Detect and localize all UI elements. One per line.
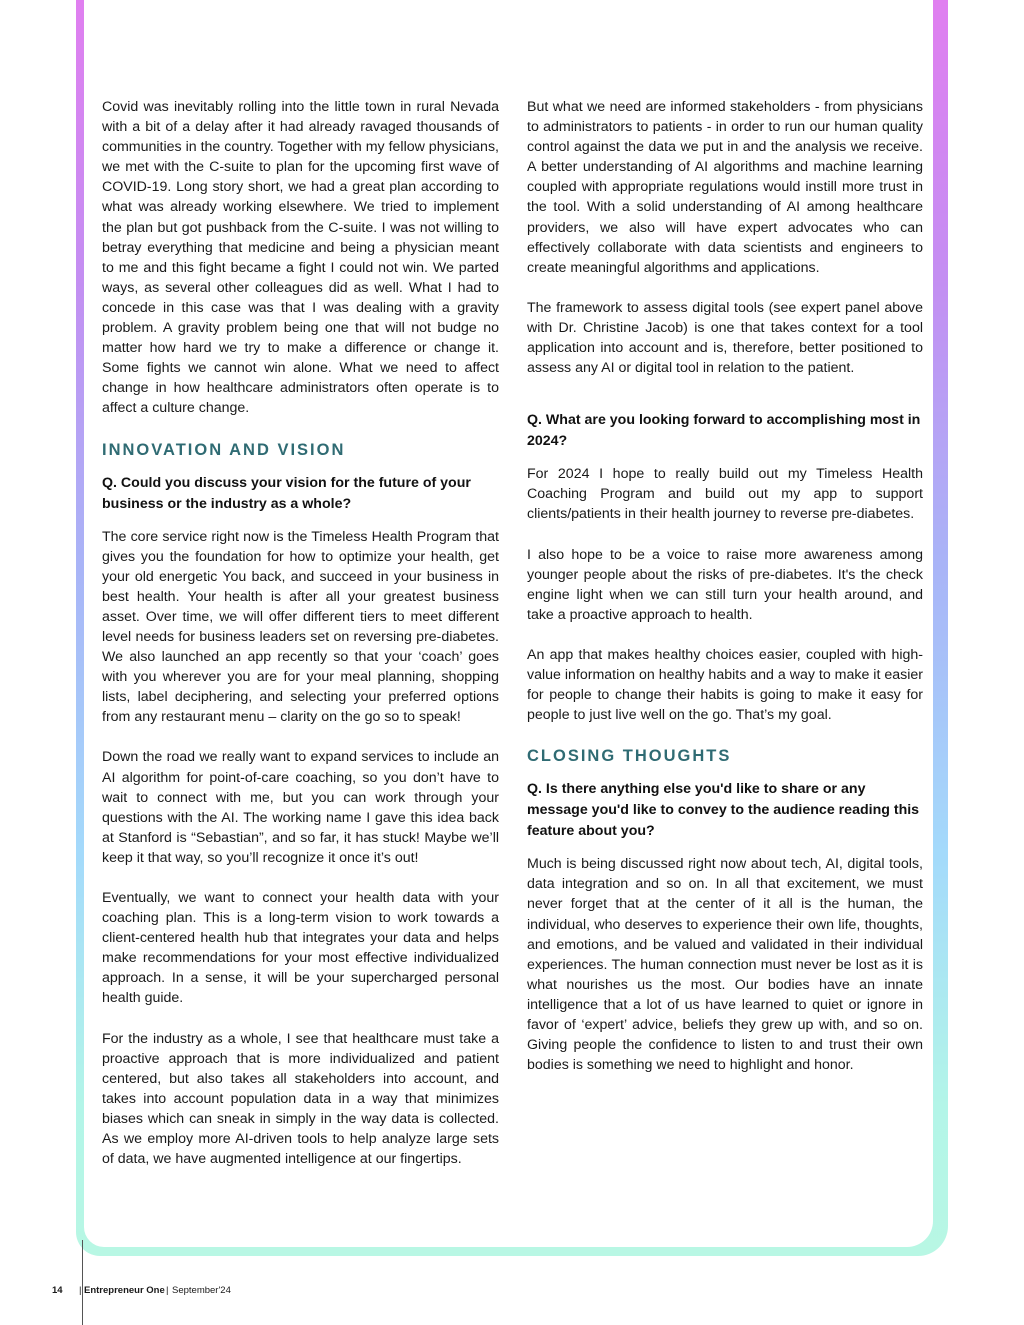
answer-paragraph: Much is being discussed right now about tech, AI, digital tools, data integration and so on. In all that excitement, we must never forget that at the center of it all is the human, the individual, who deserves to experience their own life, thoughts, and emotions, and be valued and validated in their individual experiences. The human connection must never be lost as it is what nourishes us the most. Our bodies have an innate intelligence that a lot of us have learned to quiet or ignore in favor of ‘expert’ advice, beliefs they grew up with, and so on. Giving people the confidence to listen to and trust their own bodies is something we need to highlight and honor. [527,856,923,1074]
footer-separator: | [166,1285,169,1296]
question-closing: Q. Is there anything else you'd like to share or any message you'd like to convey to the audience reading this feature about you? [527,781,920,840]
section-heading-closing: CLOSING THOUGHTS [527,747,732,766]
question-2024: Q. What are you looking forward to accomplishing most in 2024? [527,412,921,450]
answer-paragraph: For the industry as a whole, I see that healthcare must take a proactive approach that is more individualized and patient centered, but also takes all stakeholders into account, and takes into account population data in a way that minimizes biases which can sneak in simply in the way data is collected. As we employ more AI-driven tools to help analyze large sets of data, we have augmented intelligence at our fingertips. [102,1030,499,1168]
issue-date: September'24 [172,1285,231,1296]
footer-separator: | [79,1285,82,1296]
page-number: 14 [52,1285,63,1296]
intro-paragraph: The framework to assess digital tools (see expert panel above with Dr. Christine Jacob) is one that takes context for a tool application into account and is, therefore, better positioned to assess any AI or digital tool in relation to the patient. [527,299,923,377]
answer-paragraph: Down the road we really want to expand services to include an AI algorithm for point-of-care coaching, so you don’t have to wait to connect with me, but you can work through your questions with the AI. The working name I gave this idea back at Stanford is “Sebastian”, and so far, it has stuck! Maybe we’ll keep it that way, so you’ll recognize it once it’s out! [102,749,499,866]
intro-paragraph: Covid was inevitably rolling into the little town in rural Nevada with a bit of a delay after it had already ravaged thousands of communities in the country. Together with my fellow physicians, we met with the C-suite to plan for the upcoming first wave of COVID-19. Long story short, we had a great plan according to what was already working elsewhere. We tried to implement the plan but got pushback from the C-suite. I was not willing to betray everything that medicine and being a physician meant to me and this fight became a fight I could not win. We parted ways, as several other colleagues did as well. What I had to concede in this case was that I was dealing with a gravity problem. A gravity problem being one that will not budge no matter how hard we try to make a difference or change it. Some fights we cannot win alone. What we need to affect change in how healthcare administrators often operate is to affect a culture change. [102,99,499,417]
page-footer [0,1283,400,1299]
left-column [102,97,499,1169]
answer-paragraph: Eventually, we want to connect your health data with your coaching plan. This is a long-term vision to work towards a client-centered health hub that integrates your data and helps make recommendations for your most effective individualized approach. In a sense, it will be your supercharged personal health guide. [102,890,499,1007]
answer-paragraph: I also hope to be a voice to raise more awareness among younger people about the risks of pre-diabetes. It's the check engine light when we can still turn your health around, and take a proactive approach to health. [527,546,923,623]
magazine-brand: Entrepreneur One [84,1285,165,1296]
answer-paragraph: For 2024 I hope to really build out my Timeless Health Coaching Program and build out my app to support clients/patients in their health journey to reverse pre-diabetes. [527,466,923,523]
intro-paragraph: But what we need are informed stakeholders - from physicians to administrators to patients - in order to run our human quality control against the data we put in and the analysis we receive. A better understanding of AI algorithms and machine learning coupled with appropriate regulations would instill more trust in the tool. With a solid understanding of AI among healthcare providers, we also will have expert advocates who can effectively collaborate with data scientists and engineers to create meaningful algorithms and applications. [527,99,923,276]
question-vision: Q. Could you discuss your vision for the future of your business or the industry as a whole? [102,474,471,512]
right-column [527,97,923,1075]
section-heading-innovation: INNOVATION AND VISION [102,440,346,459]
answer-paragraph: The core service right now is the Timeless Health Program that gives you the foundation for how to optimize your health, get your old energetic You back, and succeed in your business in best health. Your health is after all your greatest business asset. Over time, we will offer different tiers to meet different level needs for business leaders set on reversing pre-diabetes. We also launched an app recently so that your ‘coach’ goes with you wherever you are for your meal planning, shopping lists, label deciphering, and selecting your preferred options from any restaurant menu – clarity on the go so to speak! [102,528,499,726]
answer-paragraph: An app that makes healthy choices easier, coupled with high-value information on healthy habits and a way to make it easier for people to change their habits is going to make it easy for people to just live well on the go. That’s my goal. [527,646,923,724]
